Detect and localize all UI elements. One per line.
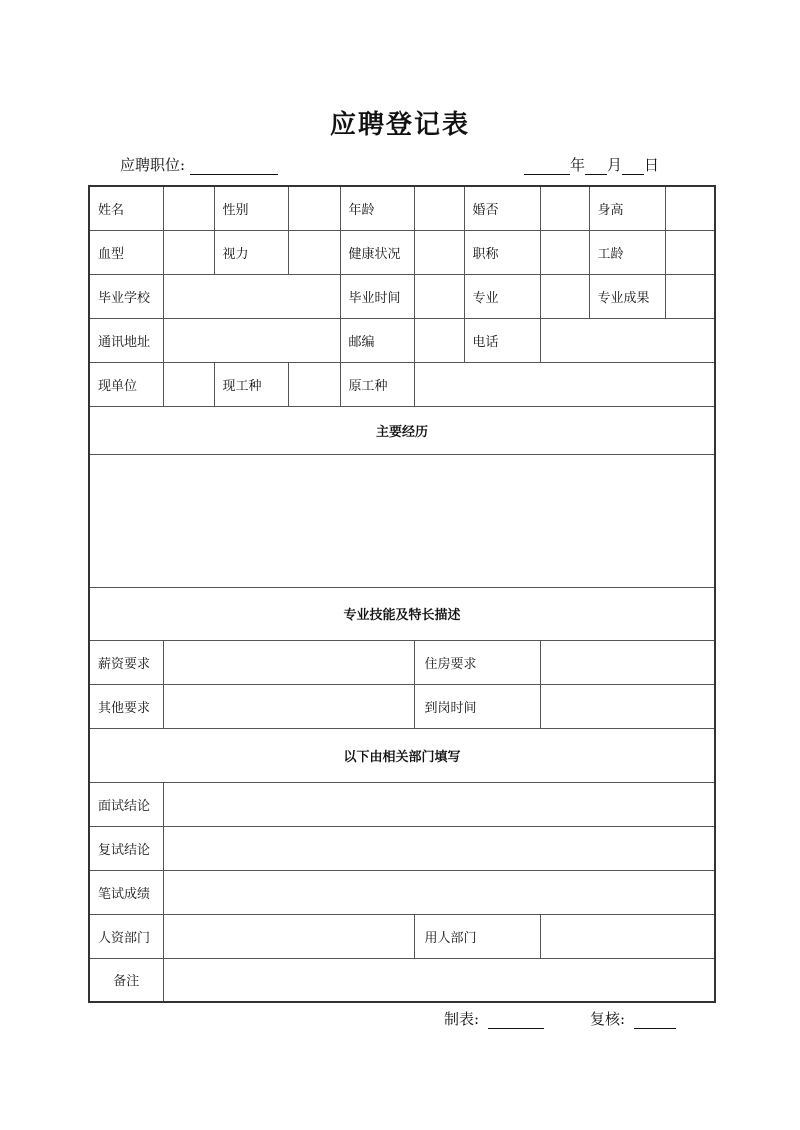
achievement-cell[interactable] <box>665 274 715 318</box>
hiring-dept-label: 用人部门 <box>414 914 540 958</box>
current-employer-label: 现单位 <box>89 362 163 406</box>
hiring-dept-cell[interactable] <box>540 914 715 958</box>
major-cell[interactable] <box>540 274 589 318</box>
height-cell[interactable] <box>665 186 715 230</box>
blood-type-label: 血型 <box>89 230 163 274</box>
title-cell[interactable] <box>540 230 589 274</box>
remarks-label: 备注 <box>89 958 163 1002</box>
salary-label: 薪资要求 <box>89 640 163 684</box>
table-row <box>89 826 715 870</box>
day-label: 日 <box>644 156 660 174</box>
date-line <box>524 154 659 175</box>
table-row <box>89 362 715 406</box>
written-test-label: 笔试成绩 <box>89 870 163 914</box>
table-row <box>89 186 715 230</box>
age-cell[interactable] <box>414 186 464 230</box>
major-label: 专业 <box>464 274 540 318</box>
gender-label: 性别 <box>214 186 288 230</box>
age-label: 年龄 <box>340 186 414 230</box>
vision-cell[interactable] <box>288 230 340 274</box>
table-row <box>89 728 715 782</box>
school-label: 毕业学校 <box>89 274 163 318</box>
experience-cell[interactable] <box>89 454 715 587</box>
height-label: 身高 <box>589 186 665 230</box>
department-heading: 以下由相关部门填写 <box>89 728 715 782</box>
hr-label: 人资部门 <box>89 914 163 958</box>
gender-cell[interactable] <box>288 186 340 230</box>
position-field[interactable] <box>190 158 278 175</box>
health-label: 健康状况 <box>340 230 414 274</box>
phone-cell[interactable] <box>540 318 715 362</box>
page-title: 应聘登记表 <box>329 110 470 140</box>
written-test-cell[interactable] <box>163 870 715 914</box>
postcode-cell[interactable] <box>414 318 464 362</box>
current-employer-cell[interactable] <box>163 362 214 406</box>
grad-time-cell[interactable] <box>414 274 464 318</box>
marital-label: 婚否 <box>464 186 540 230</box>
health-cell[interactable] <box>414 230 464 274</box>
table-row <box>89 684 715 728</box>
school-cell[interactable] <box>163 274 340 318</box>
month-label: 月 <box>607 156 623 174</box>
year-label: 年 <box>570 156 586 174</box>
prepared-by-line <box>444 1008 544 1029</box>
other-req-label: 其他要求 <box>89 684 163 728</box>
reviewed-by-label: 复核: <box>590 1010 626 1028</box>
title-label: 职称 <box>464 230 540 274</box>
achievement-label: 专业成果 <box>589 274 665 318</box>
current-job-label: 现工种 <box>214 362 288 406</box>
prepared-by-field[interactable] <box>488 1012 544 1029</box>
interview-cell[interactable] <box>163 782 715 826</box>
grad-time-label: 毕业时间 <box>340 274 414 318</box>
table-row <box>89 274 715 318</box>
reviewed-by-field[interactable] <box>634 1012 676 1029</box>
vision-label: 视力 <box>214 230 288 274</box>
retest-label: 复试结论 <box>89 826 163 870</box>
start-time-cell[interactable] <box>540 684 715 728</box>
table-row <box>89 587 715 640</box>
position-label: 应聘职位: <box>120 156 186 174</box>
previous-job-cell[interactable] <box>414 362 715 406</box>
table-row <box>89 870 715 914</box>
housing-label: 住房要求 <box>414 640 540 684</box>
table-row <box>89 914 715 958</box>
table-row <box>89 640 715 684</box>
other-req-cell[interactable] <box>163 684 414 728</box>
address-cell[interactable] <box>163 318 340 362</box>
seniority-cell[interactable] <box>665 230 715 274</box>
name-cell[interactable] <box>163 186 214 230</box>
position-line <box>120 154 278 175</box>
retest-cell[interactable] <box>163 826 715 870</box>
start-time-label: 到岗时间 <box>414 684 540 728</box>
skills-heading: 专业技能及特长描述 <box>89 587 715 640</box>
marital-cell[interactable] <box>540 186 589 230</box>
postcode-label: 邮编 <box>340 318 414 362</box>
remarks-cell[interactable] <box>163 958 715 1002</box>
blood-type-cell[interactable] <box>163 230 214 274</box>
phone-label: 电话 <box>464 318 540 362</box>
housing-cell[interactable] <box>540 640 715 684</box>
table-row <box>89 454 715 587</box>
registration-table <box>88 185 716 1003</box>
table-row <box>89 318 715 362</box>
year-field[interactable] <box>524 158 570 175</box>
hr-cell[interactable] <box>163 914 414 958</box>
experience-heading: 主要经历 <box>89 406 715 454</box>
name-label: 姓名 <box>89 186 163 230</box>
reviewed-by-line <box>590 1008 676 1029</box>
salary-cell[interactable] <box>163 640 414 684</box>
current-job-cell[interactable] <box>288 362 340 406</box>
address-label: 通讯地址 <box>89 318 163 362</box>
seniority-label: 工龄 <box>589 230 665 274</box>
table-row <box>89 230 715 274</box>
day-field[interactable] <box>622 158 644 175</box>
previous-job-label: 原工种 <box>340 362 414 406</box>
month-field[interactable] <box>585 158 607 175</box>
table-row <box>89 406 715 454</box>
table-row <box>89 782 715 826</box>
prepared-by-label: 制表: <box>444 1010 480 1028</box>
interview-label: 面试结论 <box>89 782 163 826</box>
table-row <box>89 958 715 1002</box>
